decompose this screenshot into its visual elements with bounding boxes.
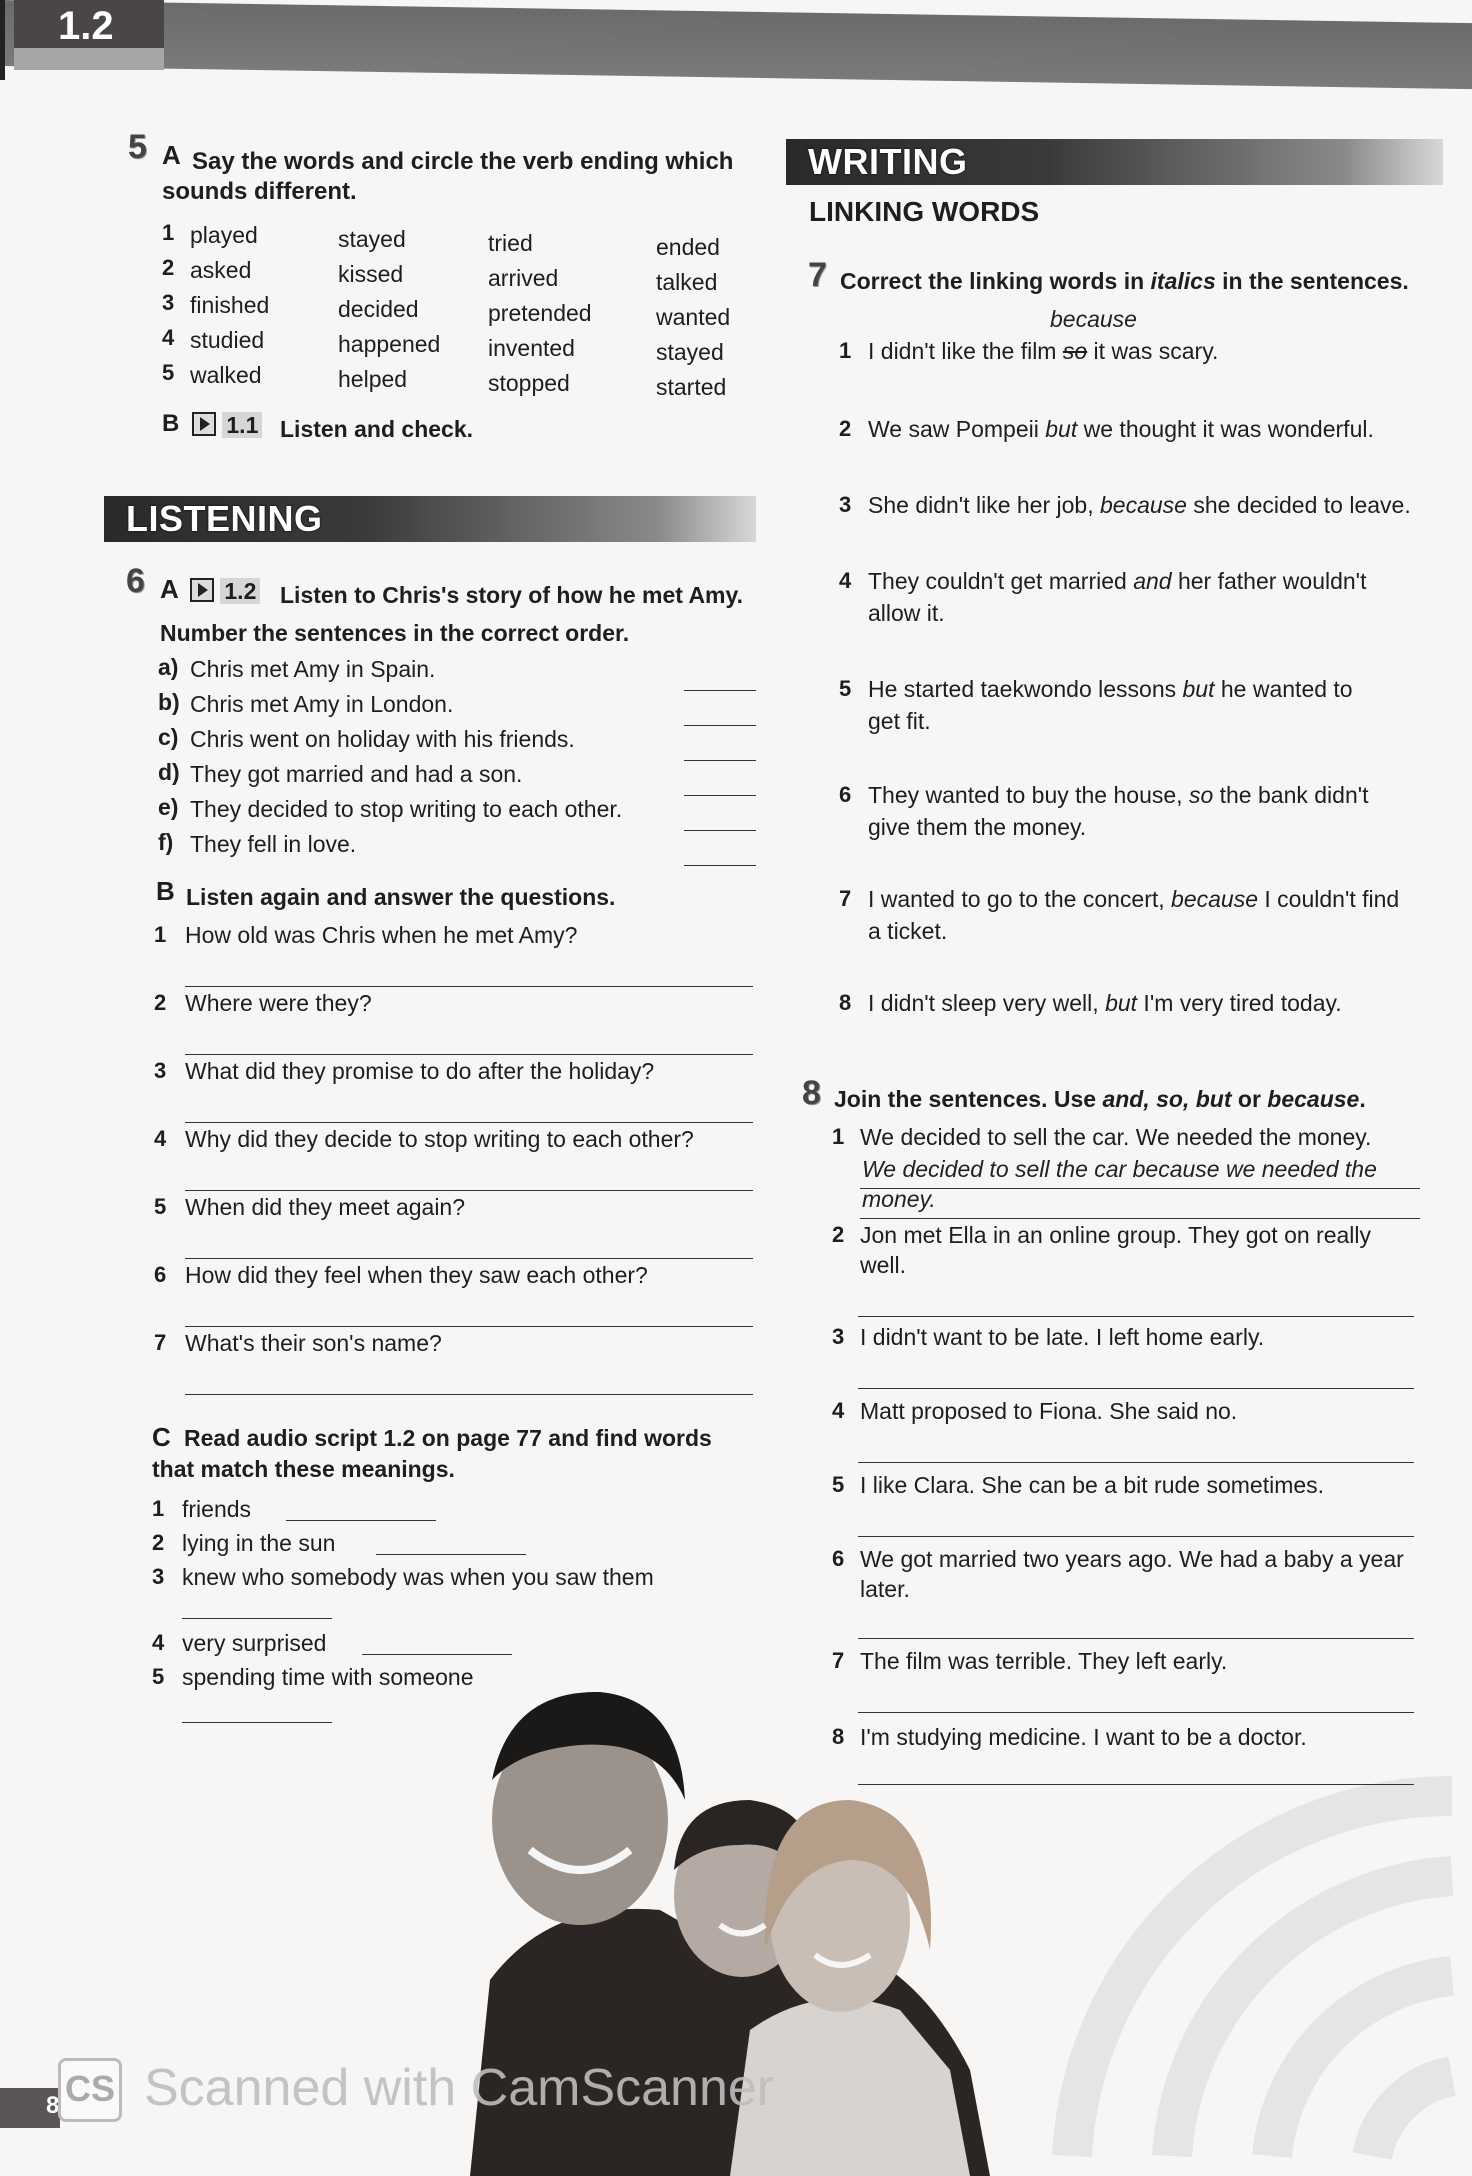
play-icon[interactable] [192,412,216,436]
unit-tab-shadow [14,48,164,70]
italic-linking-word: but [1182,676,1215,702]
verb-word[interactable]: kissed [338,261,404,287]
listening-section-header [104,496,756,542]
sentence-text: They decided to stop writing to each other. [190,796,623,822]
ex6-audio-track[interactable] [190,578,260,605]
sentence-text [868,492,1411,519]
italic-linking-word: and [1133,568,1172,594]
answer-line[interactable] [858,1462,1414,1463]
verb-word[interactable]: asked [190,257,252,283]
meaning-number: 4 [152,1630,165,1655]
ex7-number: 7 [808,256,827,294]
text: They couldn't get married [868,568,1134,594]
page-number: 8 [46,2092,60,2119]
sentence-text: Jon met Ella in an online group. They got on really [860,1222,1371,1248]
text: I didn't like the film [868,338,1063,364]
row-number: 2 [162,255,175,280]
order-blank[interactable] [684,830,756,831]
answer-line[interactable] [860,1218,1420,1219]
order-blank[interactable] [684,725,756,726]
italic-linking-word: so [1188,782,1214,808]
text: because [1267,1086,1360,1112]
text: the bank didn't [1213,782,1369,808]
text: she decided to leave. [1186,492,1411,518]
ex6-part-c-text-2: that match these meanings. [152,1456,455,1482]
answer-line[interactable] [185,1394,753,1395]
example-answer-2: money. [862,1186,936,1212]
item-number: 4 [832,1398,845,1423]
meaning-number: 2 [152,1530,165,1555]
ex7-instruction [840,268,1409,295]
word-blank[interactable] [182,1722,332,1723]
text: he wanted to [1214,676,1353,702]
meaning-text: lying in the sun [182,1530,336,1556]
answer-line[interactable] [185,986,753,987]
sentence-text [868,886,1399,913]
question-number: 4 [154,1126,167,1151]
item-number: 5 [839,676,852,701]
track-number: 1.2 [220,578,260,604]
sentence-text: They fell in love. [190,831,357,857]
verb-word[interactable]: helped [338,366,408,392]
writing-title: WRITING [808,141,968,182]
italic-linking-word: but [1105,990,1138,1016]
ex8-instruction [834,1086,1366,1113]
answer-line[interactable] [858,1784,1414,1785]
sentence-letter: c) [158,724,179,750]
camscanner-logo: CS [58,2058,122,2122]
sentence-text [868,990,1342,1017]
question-text: What's their son's name? [185,1330,442,1356]
sentence-text: The film was terrible. They left early. [860,1648,1228,1674]
text: She didn't like her job, [868,492,1100,518]
word-blank[interactable] [376,1554,526,1555]
ex6-part-b: B [156,876,175,906]
writing-section-header [786,139,1443,185]
verb-word[interactable]: stayed [338,226,406,252]
ex5-number: 5 [128,128,147,166]
sentence-text: We decided to sell the car. We needed the money. [860,1124,1372,1150]
question-text: Why did they decide to stop writing to each other? [185,1126,694,1152]
italic-linking-word: so [1062,338,1088,364]
ex6-part-c-text: Read audio script 1.2 on page 77 and find words [184,1425,712,1451]
track-number: 1.1 [222,412,262,438]
verb-word[interactable]: invented [488,335,575,361]
verb-word[interactable]: decided [338,296,419,322]
sentence-text [868,416,1374,443]
question-number: 2 [154,990,167,1015]
question-number: 7 [154,1330,167,1355]
question-text: Where were they? [185,990,372,1016]
word-blank[interactable] [286,1520,436,1521]
question-text: How old was Chris when he met Amy? [185,922,578,948]
item-number: 2 [832,1222,845,1247]
item-number: 4 [839,568,852,593]
sentence-text-line2: later. [860,1576,910,1602]
answer-line[interactable] [185,1258,753,1259]
ex6-part-a: A [160,574,179,604]
text: . [1359,1086,1366,1112]
ex5-part-b-text: Listen and check. [280,416,474,442]
verb-word[interactable]: wanted [656,304,731,330]
text: her father wouldn't [1171,568,1367,594]
meaning-text: knew who somebody was when you saw them [182,1564,654,1590]
ex5-audio-track[interactable] [192,412,262,439]
question-number: 5 [154,1194,167,1219]
sentence-letter: f) [158,829,174,855]
unit-number: 1.2 [58,4,114,48]
meaning-number: 1 [152,1496,165,1521]
sentence-letter: e) [158,794,179,820]
item-number: 7 [839,886,852,911]
ex5-part-a: A [162,140,181,170]
ex5-part-b: B [162,410,180,437]
item-number: 6 [839,782,852,807]
meaning-text: very surprised [182,1630,327,1656]
question-text: When did they meet again? [185,1194,466,1220]
text: in the sentences. [1215,268,1409,294]
sentence-text [868,568,1366,595]
ring-arc [1372,2076,1452,2156]
verb-word[interactable]: talked [656,269,718,295]
text: it was scary. [1087,338,1219,364]
item-number: 8 [832,1724,845,1749]
linking-words-heading: LINKING WORDS [809,196,1040,227]
sentence-text [868,338,1218,365]
play-icon[interactable] [190,578,214,602]
ex6-number: 6 [126,562,145,600]
row-number: 3 [162,290,175,315]
text: or [1231,1086,1268,1112]
item-number: 2 [839,416,852,441]
verb-word[interactable]: stopped [488,370,570,396]
camscanner-watermark: Scanned with CamScanner [144,2059,775,2117]
text: We saw Pompeii [868,416,1046,442]
verb-word[interactable]: stayed [656,339,724,365]
meaning-number: 5 [152,1664,165,1689]
sentence-text: We got married two years ago. We had a baby a year [860,1546,1404,1572]
example-answer: We decided to sell the car because we needed the [862,1156,1377,1182]
sentence-text-line2: get fit. [868,708,931,734]
sentence-text: Chris met Amy in Spain. [190,656,436,682]
text: Correct the linking words in [840,268,1151,294]
question-number: 1 [154,922,167,947]
sentence-text [868,676,1353,703]
sentence-letter: b) [158,689,180,715]
row-number: 4 [162,325,175,350]
answer-line[interactable] [185,1054,753,1055]
ex5-instruction-2: sounds different. [162,178,357,205]
sentence-text: I'm studying medicine. I want to be a doctor. [860,1724,1307,1750]
text: italics [1150,268,1216,294]
verb-word[interactable]: happened [338,331,441,357]
verb-word[interactable]: played [190,222,258,248]
italic-linking-word: but [1045,416,1078,442]
item-number: 7 [832,1648,845,1673]
text: we thought it was wonderful. [1077,416,1374,442]
sentence-text: I like Clara. She can be a bit rude sometimes. [860,1472,1325,1498]
answer-line[interactable] [185,1122,753,1123]
text: I couldn't find [1258,886,1400,912]
text: I wanted to go to the concert, [868,886,1172,912]
answer-line[interactable] [858,1388,1414,1389]
listening-title: LISTENING [126,498,323,539]
sentence-text-line2: a ticket. [868,918,948,944]
sentence-text-line2: allow it. [868,600,945,626]
row-number: 5 [162,360,175,385]
meaning-text: friends [182,1496,252,1522]
verb-word[interactable]: finished [190,292,270,318]
sentence-text [868,782,1369,809]
text: He started taekwondo lessons [868,676,1183,702]
word-blank[interactable] [182,1618,332,1619]
answer-line[interactable] [858,1638,1414,1639]
verb-word[interactable]: arrived [488,265,559,291]
question-text: How did they feel when they saw each other? [185,1262,648,1288]
text: I'm very tired today. [1137,990,1342,1016]
sentence-letter: a) [158,654,179,680]
item-number: 1 [832,1124,845,1149]
sentence-text: They got married and had a son. [190,761,523,787]
sentence-text-line2: well. [860,1252,907,1278]
question-number: 3 [154,1058,167,1083]
text: Join the sentences. Use [834,1086,1103,1112]
ex5-instruction: Say the words and circle the verb ending which [192,148,734,175]
ex6-instruction-2: Number the sentences in the correct order. [160,620,630,646]
item-number: 1 [839,338,852,363]
verb-word[interactable]: studied [190,327,265,353]
answer-line[interactable] [858,1712,1414,1713]
question-text: What did they promise to do after the holiday? [185,1058,655,1084]
item-number: 6 [832,1546,845,1571]
order-blank[interactable] [684,865,756,866]
italic-linking-word: because [1099,492,1187,518]
sentence-text: Matt proposed to Fiona. She said no. [860,1398,1238,1424]
item-number: 5 [832,1472,845,1497]
text: They wanted to buy the house, [868,782,1189,808]
item-number: 3 [839,492,852,517]
row-number: 1 [162,220,175,245]
answer-line[interactable] [185,1326,753,1327]
verb-word[interactable]: pretended [488,300,592,326]
verb-word[interactable]: tried [488,230,533,256]
page-edge [0,0,5,80]
sentence-letter: d) [158,759,180,785]
item-number: 8 [839,990,852,1015]
ex6-part-b-text: Listen again and answer the questions. [186,884,616,910]
text: I didn't sleep very well, [868,990,1106,1016]
sentence-text: I didn't want to be late. I left home early. [860,1324,1265,1350]
order-blank[interactable] [684,795,756,796]
question-number: 6 [154,1262,167,1287]
handwritten-correction: because [1050,306,1137,332]
ex8-number: 8 [802,1074,821,1112]
text: and, so, but [1102,1086,1232,1112]
order-blank[interactable] [684,690,756,691]
sentence-text: Chris met Amy in London. [190,691,454,717]
ex6-part-c: C [152,1422,171,1452]
answer-line[interactable] [858,1536,1414,1537]
answer-line[interactable] [858,1316,1414,1317]
order-blank[interactable] [684,760,756,761]
verb-word[interactable]: ended [656,234,720,260]
ex6-instruction: Listen to Chris's story of how he met Amy. [280,582,743,608]
sentence-text-line2: give them the money. [868,814,1087,840]
answer-line[interactable] [185,1190,753,1191]
meaning-number: 3 [152,1564,165,1589]
verb-word[interactable]: walked [190,362,262,388]
answer-line[interactable] [860,1188,1420,1189]
verb-word[interactable]: started [656,374,727,400]
italic-linking-word: because [1171,886,1258,912]
meaning-text: spending time with someone [182,1664,474,1690]
header-band [0,0,1472,89]
item-number: 3 [832,1324,845,1349]
sentence-text: Chris went on holiday with his friends. [190,726,575,752]
